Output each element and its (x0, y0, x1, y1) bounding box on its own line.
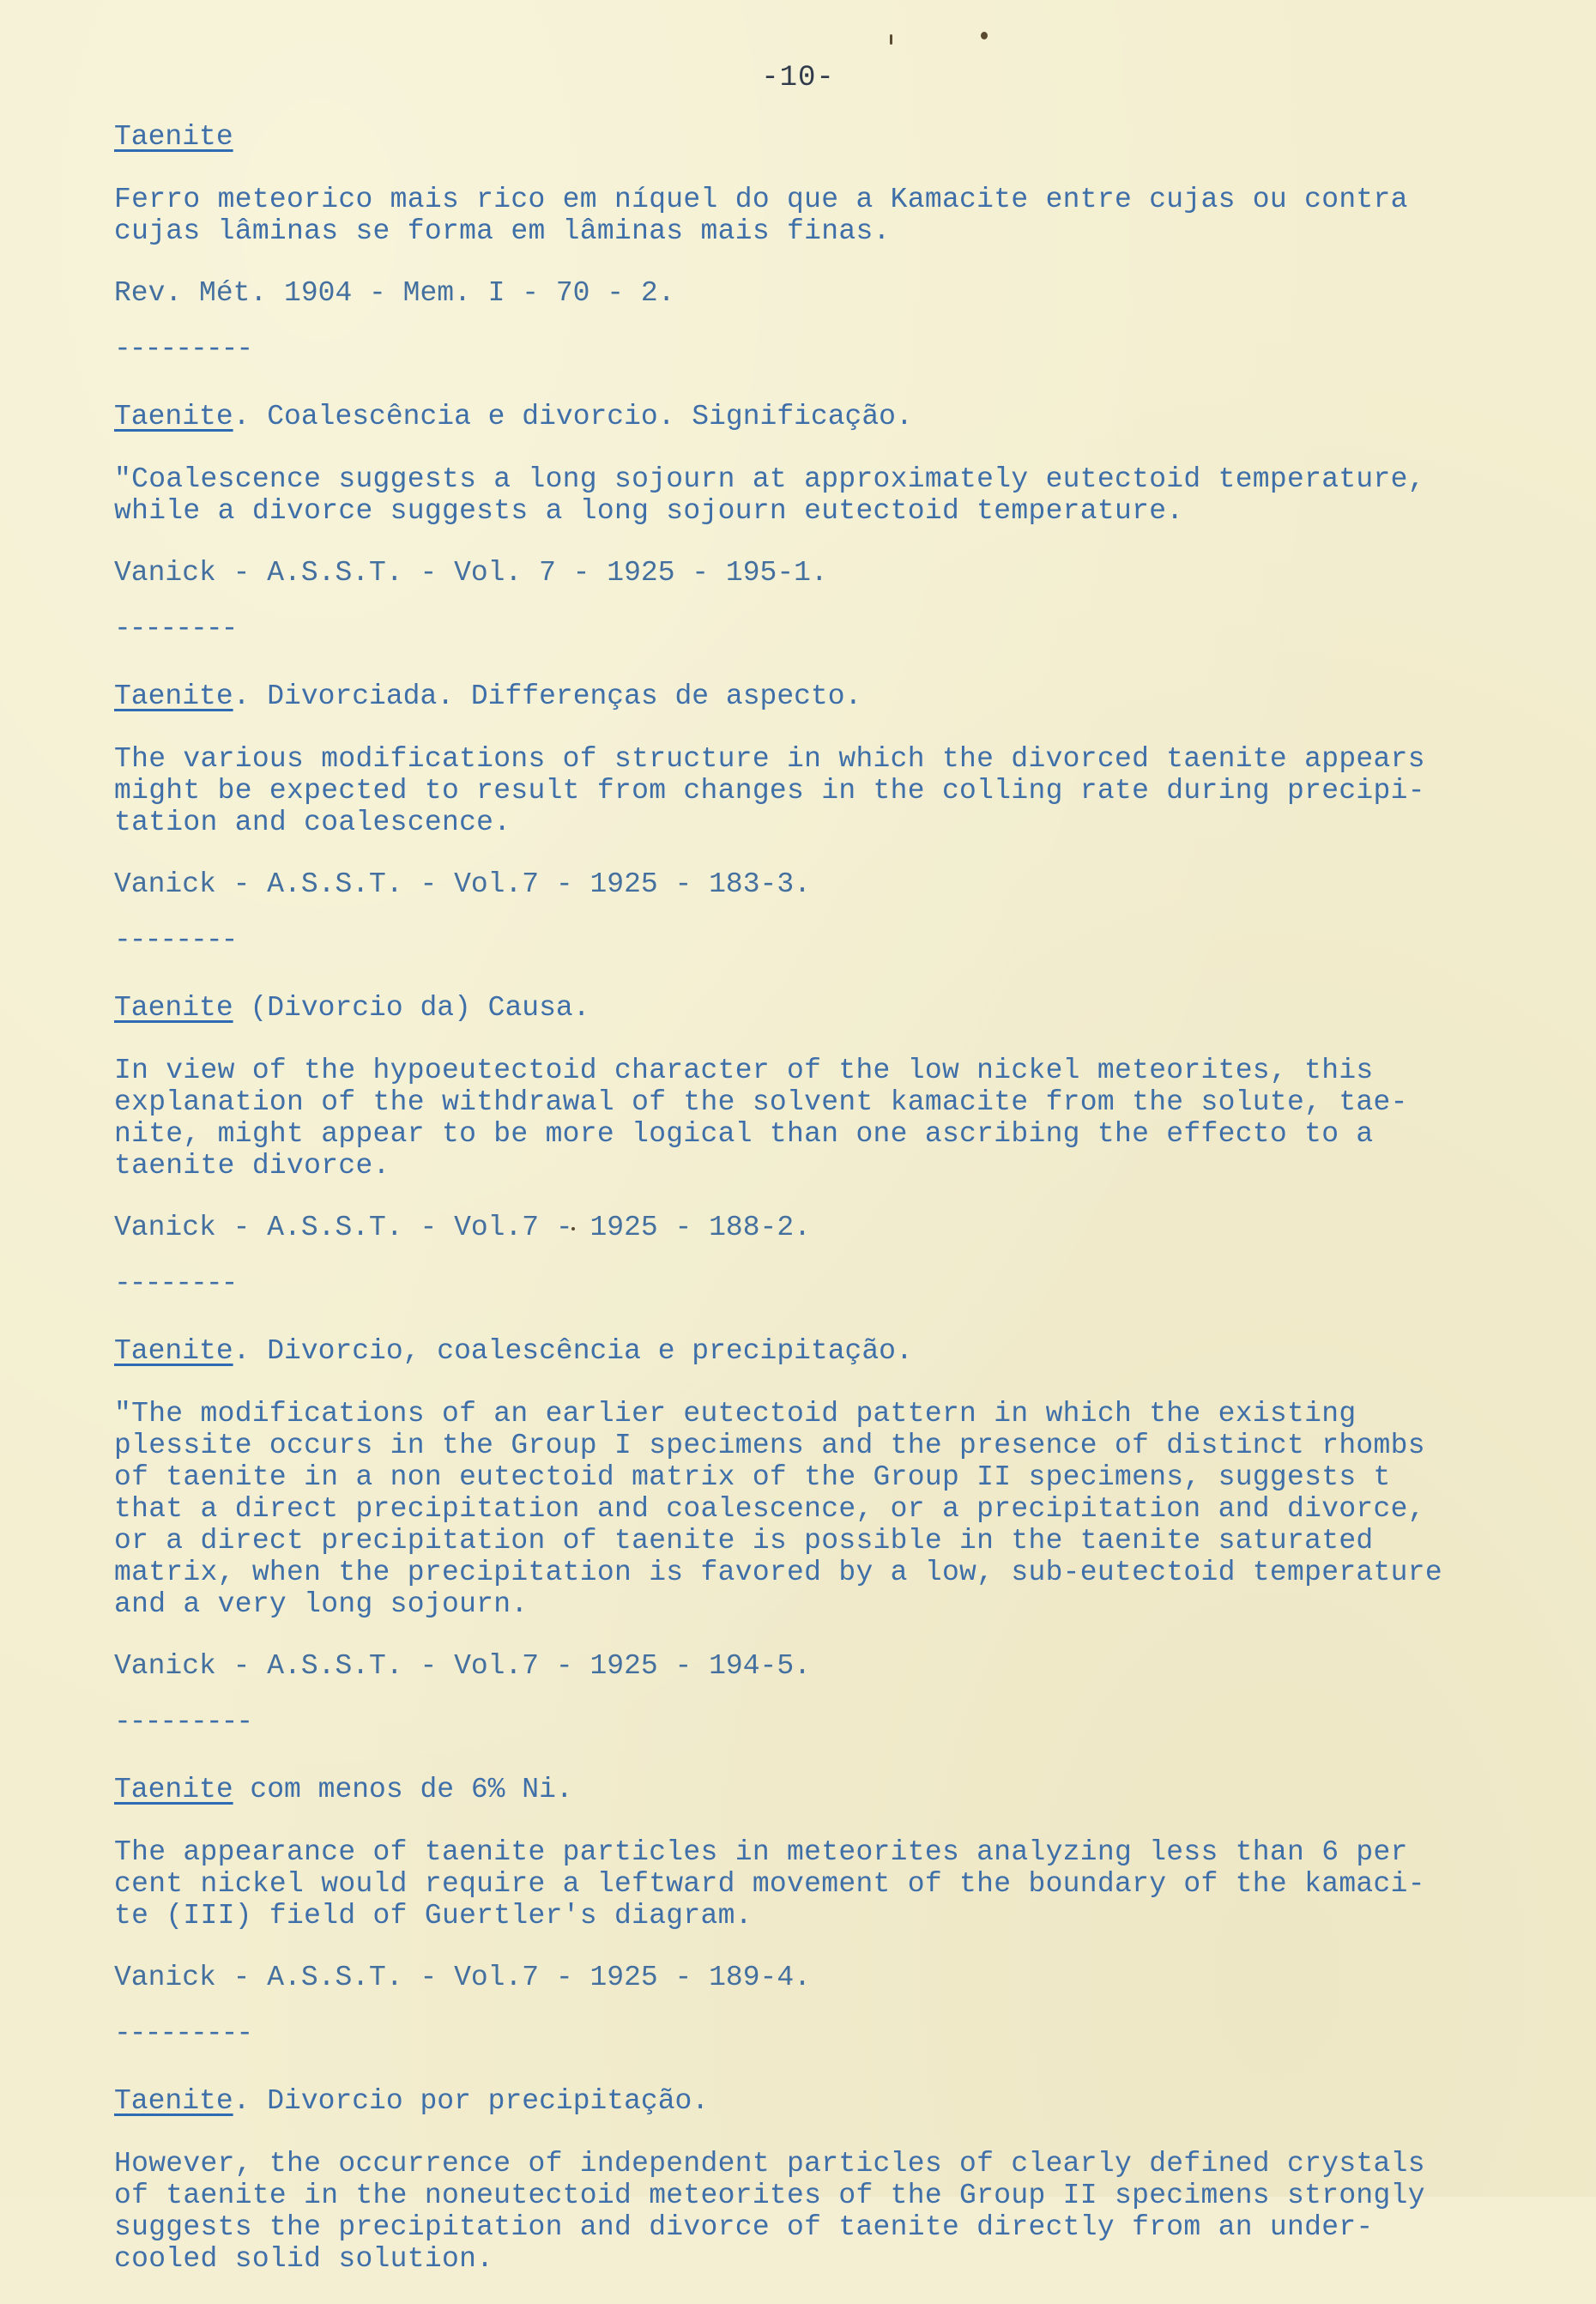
ink-speck (890, 34, 892, 45)
entry (114, 400, 1573, 642)
entry-body: The appearance of taenite particles in meteorites analyzing less than 6 per cent nickel would require a leftward movement of the boundary of the kamaci- te (III) field of Guertler's diagram. (114, 1836, 1425, 1932)
entry-reference: Vanick - A.S.S.T. - Vol.7 - 1925 - 189-4. (114, 1962, 811, 1993)
entry-title (114, 1773, 1573, 1807)
entry-title (114, 1334, 1573, 1369)
entry-reference: Vanick - A.S.S.T. - Vol.7 - 1925 - 194-5. (114, 1650, 811, 1682)
entry (114, 120, 1573, 365)
entry-reference: Vanick - A.S.S.T. - Vol.7 - 1925 - 183-3. (114, 868, 811, 900)
entry-title (114, 400, 1573, 434)
entry (114, 1334, 1573, 1738)
separator: --------- (114, 333, 252, 365)
entry-reference: Rev. Mét. 1904 - Mem. I - 70 - 2. (114, 277, 675, 309)
entry-reference: Vanick - A.S.S.T. - Vol.7 - 1925 - 188-2. (114, 1212, 811, 1243)
entry-title (114, 680, 1573, 714)
separator: -------- (114, 924, 237, 956)
entry-title (114, 991, 1573, 1025)
entry-term: Taenite (114, 1774, 233, 1805)
entry-body: "Coalescence suggests a long sojourn at approximately eutectoid temperature, while a divorce suggests a long sojourn eutectoid temperature. (114, 463, 1425, 527)
entry-subtitle: com menos de 6% Ni. (233, 1774, 573, 1805)
entry-subtitle: . Divorcio por precipitação. (233, 2085, 710, 2117)
entry-subtitle: (Divorcio da) Causa. (233, 992, 590, 1024)
entry-body: Ferro meteorico mais rico em níquel do que a Kamacite entre cujas ou contra cujas lâminas se forma em lâminas mais finas. (114, 184, 1408, 247)
entry (114, 991, 1573, 1297)
entry-body: "The modifications of an earlier eutectoid pattern in which the existing plessite occurs in the Group I specimens and the presence of distinct rhombs of taenite in a non eutectoid matrix of the Group II specimens, suggests t that a direct precipitation and coalescence, or a precipitation and divorce, or a direct precipitation of taenite is possible in the taenite saturated matrix, when the precipitation is favored by a low, sub-eutectoid temperature and a very long sojourn. (114, 1398, 1442, 1620)
entry (114, 1773, 1573, 2047)
document-content (114, 120, 1573, 2304)
entry-title (114, 2084, 1573, 2119)
entry-body: However, the occurrence of independent particles of clearly defined crystals of taenite in the noneutectoid meteorites of the Group II specimens strongly suggests the precipitation and divorce of taenite directly from an under- cooled solid solution. (114, 2148, 1425, 2275)
entry-term: Taenite (114, 680, 233, 712)
entry-body: In view of the hypoeutectoid character of the low nickel meteorites, this explanation of the withdrawal of the solvent kamacite from the solute, tae- nite, might appear to be more logical than one ascribing the effecto to a taenite divorce. (114, 1055, 1408, 1182)
entry-subtitle: . Divorcio, coalescência e precipitação. (233, 1335, 913, 1367)
entry (114, 2084, 1573, 2275)
entry-term: Taenite (114, 121, 233, 153)
page-number: -10- (761, 62, 835, 94)
entry-term: Taenite (114, 401, 233, 432)
separator: --------- (114, 2017, 252, 2049)
separator: -------- (114, 613, 237, 644)
entry-term: Taenite (114, 2085, 233, 2117)
entry-subtitle: . Divorciada. Differenças de aspecto. (233, 680, 862, 712)
ink-speck (981, 32, 988, 39)
entry-title (114, 120, 1573, 154)
entry-term: Taenite (114, 992, 233, 1024)
separator: -------- (114, 1267, 237, 1299)
entry-body: The various modifications of structure in which the divorced taenite appears might be expected to result from changes in the colling rate during precipi- tation and coalescence. (114, 743, 1425, 838)
entry-subtitle: . Coalescência e divorcio. Significação. (233, 401, 913, 432)
entry (114, 680, 1573, 956)
entry-term: Taenite (114, 1335, 233, 1367)
entry-reference: Vanick - A.S.S.T. - Vol. 7 - 1925 - 195-1. (114, 557, 828, 589)
separator: --------- (114, 1706, 252, 1738)
